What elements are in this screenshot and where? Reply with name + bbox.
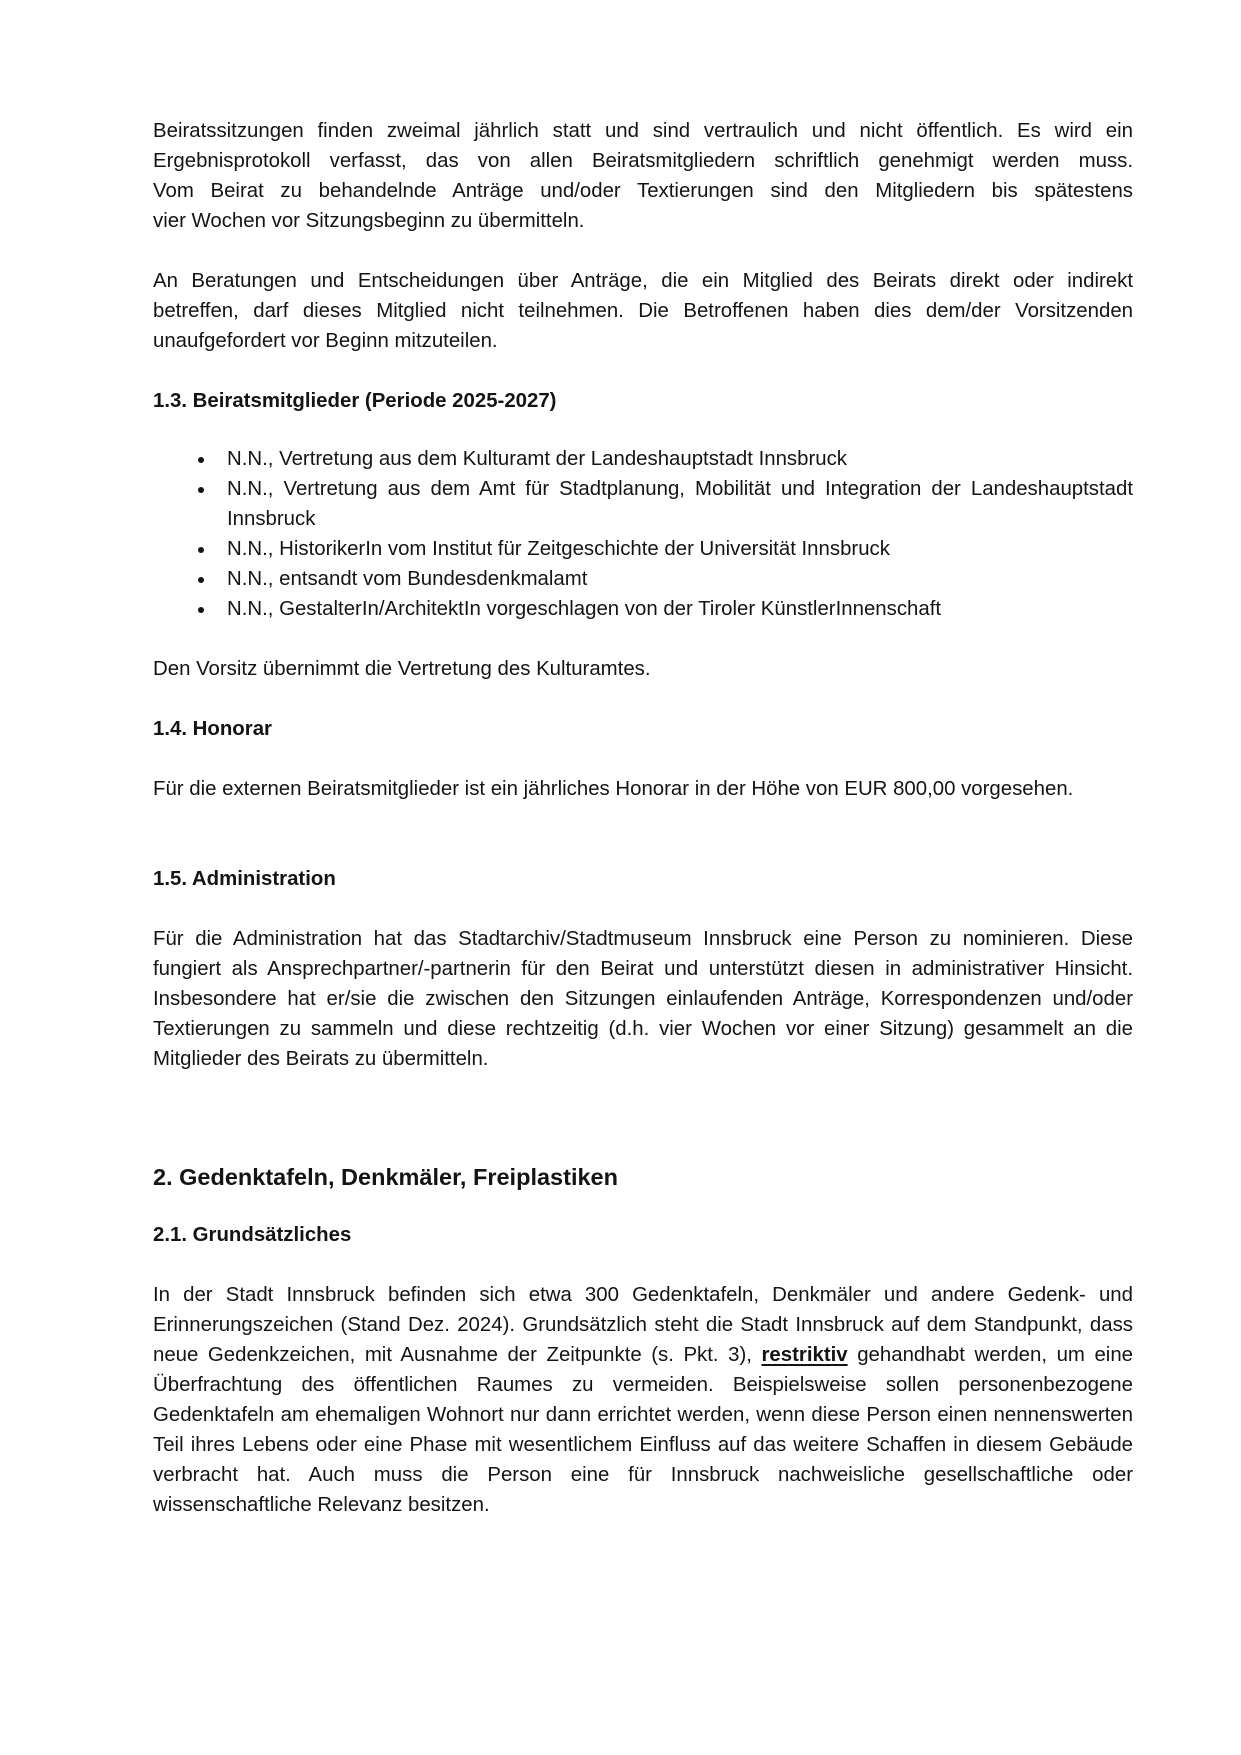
- bullet-icon: [191, 444, 211, 474]
- heading-2-1: 2.1. Grundsätzliches: [153, 1224, 352, 1246]
- text-line: Ergebnisprotokoll verfasst, das von allen Beiratsmitgliedern schriftlich genehmigt werden muss.: [153, 150, 1133, 172]
- bullet-icon: [191, 564, 211, 594]
- text-line: Vom Beirat zu behandelnde Anträge und/oder Textierungen sind den Mitgliedern bis spätestens: [153, 180, 1133, 202]
- member-text: N.N., Vertretung aus dem Amt für Stadtplanung, Mobilität und Integration der Landeshauptstadt Innsbruck: [227, 478, 1133, 530]
- principles-text: [153, 1280, 1133, 1520]
- member-text: N.N., Vertretung aus dem Kulturamt der Landeshauptstadt Innsbruck: [227, 448, 847, 470]
- honorar-text: Für die externen Beiratsmitglieder ist ein jährliches Honorar in der Höhe von EUR 800,00 vorgesehen.: [153, 778, 1074, 800]
- text-segment: gehandhabt werden, um eine Überfrachtung des öffentlichen Raumes zu vermeiden. Beispielsweise sollen personenbezogene Gedenktafeln am ehemaligen Wohnort nur dann errichtet werden, wenn diese Person einen nennenswerten Teil ihres Lebens oder eine Phase mit wesentlichem Einfluss auf das weitere Schaffen in diesem Gebäude verbracht hat. Auch muss die Person eine für Innsbruck nachweisliche gesellschaftliche oder wissenschaftliche Relevanz besitzen.: [153, 1344, 1133, 1516]
- text-line: betreffen, darf dieses Mitglied nicht teilnehmen. Die Betroffenen haben dies dem/der Vorsitzenden: [153, 300, 1133, 322]
- chair-note: Den Vorsitz übernimmt die Vertretung des Kulturamtes.: [153, 658, 651, 680]
- list-item: [153, 594, 1133, 624]
- text-line: unaufgefordert vor Beginn mitzuteilen.: [153, 330, 498, 352]
- member-text: N.N., entsandt vom Bundesdenkmalamt: [227, 568, 588, 590]
- text-line: An Beratungen und Entscheidungen über Anträge, die ein Mitglied des Beirats direkt oder indirekt: [153, 270, 1133, 292]
- paragraph-sessions: [153, 116, 1133, 236]
- member-text: N.N., HistorikerIn vom Institut für Zeitgeschichte der Universität Innsbruck: [227, 538, 890, 560]
- text-line: vier Wochen vor Sitzungsbeginn zu übermitteln.: [153, 210, 585, 232]
- heading-1-5: 1.5. Administration: [153, 868, 336, 890]
- emphasis-restriktiv: restriktiv: [761, 1344, 848, 1366]
- list-item: [153, 564, 1133, 594]
- list-item: [153, 474, 1133, 534]
- list-item: [153, 444, 1133, 474]
- text-segment: In der Stadt Innsbruck befinden sich etwa 300 Gedenktafeln, Denkmäler und andere Gedenk- und Erinnerungszeichen (Stand Dez. 2024). Grundsätzlich steht die Stadt Innsbruck auf dem Standpunkt, dass neue Gedenkzeichen, mit Ausnahme der Zeitpunkte (s. Pkt. 3),: [153, 1284, 1133, 1366]
- heading-1-3: 1.3. Beiratsmitglieder (Periode 2025-2027): [153, 390, 557, 412]
- paragraph-conflict-of-interest: [153, 266, 1133, 356]
- administration-text: Für die Administration hat das Stadtarchiv/Stadtmuseum Innsbruck eine Person zu nominieren. Diese fungiert als Ansprechpartner/-partnerin für den Beirat und unterstützt diesen in administrativer Hinsicht. Insbesondere hat er/sie die zwischen den Sitzungen einlaufenden Anträge, Korrespondenzen und/oder Textierungen zu sammeln und diese rechtzeitig (d.h. vier Wochen vor einer Sitzung) gesammelt an die Mitglieder des Beirats zu übermitteln.: [153, 928, 1133, 1070]
- list-item: [153, 534, 1133, 564]
- members-list: [153, 444, 1133, 624]
- heading-1-4: 1.4. Honorar: [153, 718, 272, 740]
- member-text: N.N., GestalterIn/ArchitektIn vorgeschlagen von der Tiroler KünstlerInnenschaft: [227, 598, 942, 620]
- bullet-icon: [191, 474, 211, 504]
- heading-2: 2. Gedenktafeln, Denkmäler, Freiplastiken: [153, 1164, 618, 1190]
- text-line: Beiratssitzungen finden zweimal jährlich statt und sind vertraulich und nicht öffentlich. Es wird ein: [153, 120, 1133, 142]
- bullet-icon: [191, 534, 211, 564]
- bullet-icon: [191, 594, 211, 624]
